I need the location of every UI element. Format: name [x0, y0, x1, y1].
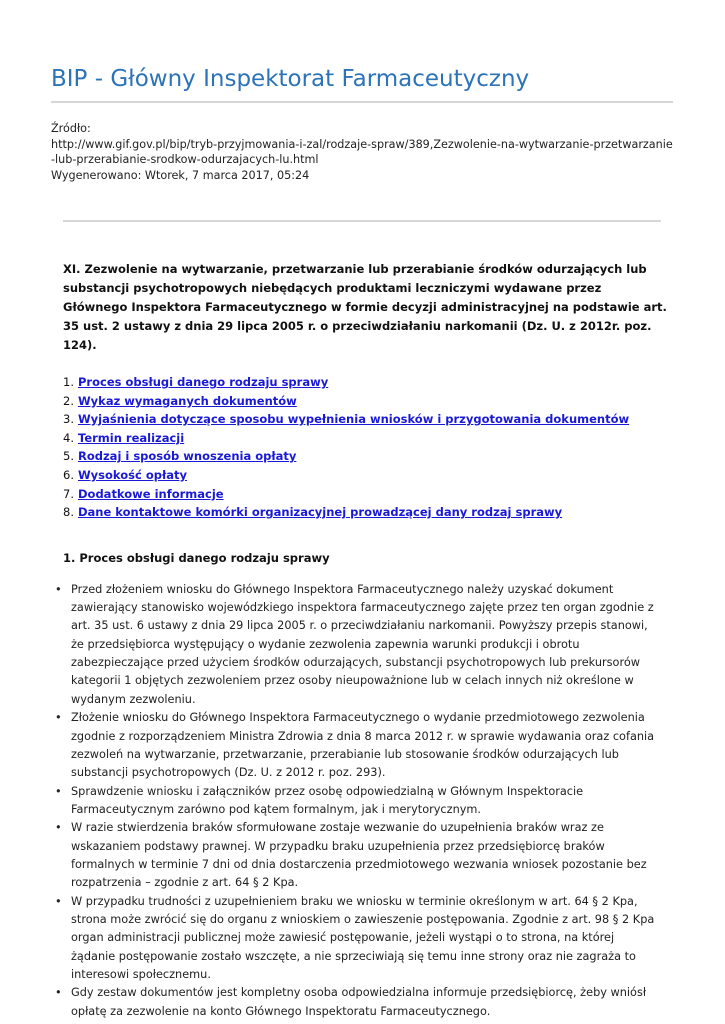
table-of-contents	[63, 373, 668, 522]
toc-number: 5.	[63, 449, 74, 464]
bullet-icon: •	[55, 894, 62, 908]
main-content	[55, 260, 668, 1021]
toc-number: 7.	[63, 486, 74, 501]
list-item	[55, 819, 660, 892]
toc-number: 1.	[63, 375, 74, 389]
toc-item	[63, 410, 668, 429]
toc-number: 8.	[63, 505, 74, 520]
site-title: BIP - Główny Inspektorat Farmaceutyczny	[51, 66, 530, 92]
toc-item	[63, 503, 668, 522]
list-item-text: W przypadku trudności z uzupełnieniem braku we wniosku w terminie określonym w art. 64 § 2 Kpa, strona może zwrócić się do organu z wnioskiem o zawieszenie postępowania. Zgodnie z art. 98 § 2 Kpa organ administracji publicznej może zawiesić postępowanie, jeżeli wystąpi o to strona, na której żądanie postępowanie zostało wszczęte, a nie sprzeciwiają się temu inne strony oraz nie zagraża to interesowi społecznemu.	[71, 894, 655, 981]
toc-link-wyjasnienia[interactable]: Wyjaśnienia dotyczące sposobu wypełnienia wniosków i przygotowania dokumentów	[78, 412, 630, 427]
list-item-text: Sprawdzenie wniosku i załączników przez osobę odpowiedzialną w Głównym Inspektoracie Farmaceutycznym zarówno pod kątem formalnym, jak i merytorycznym.	[71, 784, 584, 816]
source-label: Źródło:	[51, 122, 91, 135]
source-info	[51, 121, 676, 183]
content-divider	[63, 220, 661, 222]
list-item-text: W razie stwierdzenia braków sformułowane zostaje wezwanie do uzupełnienia braków wraz ze wskazaniem podstawy prawnej. W przypadku braku uzupełnienia przez przedsiębiorcę braków formalnych w terminie 7 dni od dnia dostarczenia przedmiotowego wezwania wniosek pozostanie bez rozpatrzenia – zgodnie z art. 64 § 2 Kpa.	[71, 821, 647, 890]
list-item-text: Przed złożeniem wniosku do Głównego Inspektora Farmaceutycznego należy uzyskać dokument zawierający stanowisko wojewódzkiego inspektora farmaceutycznego zajęte przez ten organ zgodnie z art. 35 ust. 6 ustawy z dnia 29 lipca 2005 r. o przeciwdziałaniu narkomanii. Powyższy przepis stanowi, że przedsiębiorca występujący o wydanie zezwolenia zapewnia warunki produkcji i obrotu zabezpieczające przed użyciem środków odurzających, substancji psychotropowych lub prekursorów kategorii 1 objętych zezwoleniem przez osoby nieupoważnione lub w celach innych niż określone w wydanym zezwoleniu.	[71, 582, 654, 706]
toc-link-termin-realizacji[interactable]: Termin realizacji	[78, 430, 185, 445]
toc-item	[63, 485, 668, 504]
list-item	[55, 581, 660, 709]
toc-link-dodatkowe-informacje[interactable]: Dodatkowe informacje	[78, 486, 224, 501]
list-item	[55, 709, 660, 782]
toc-number: 4.	[63, 430, 74, 445]
process-bullet-list	[55, 581, 660, 1021]
bullet-icon: •	[55, 711, 62, 725]
toc-item	[63, 447, 668, 466]
header-divider	[51, 101, 673, 103]
toc-link-dane-kontaktowe[interactable]: Dane kontaktowe komórki organizacyjnej prowadzącej dany rodzaj sprawy	[78, 505, 563, 520]
list-item	[55, 783, 660, 820]
toc-item	[63, 373, 668, 392]
bullet-icon: •	[55, 582, 62, 596]
list-item-text: Gdy zestaw dokumentów jest kompletny osoba odpowiedzialna informuje przedsiębiorcę, żeby wniósł opłatę za zezwolenie na konto Głównego Inspektoratu Farmaceutycznego.	[71, 986, 647, 1018]
bullet-icon: •	[55, 986, 62, 1000]
toc-link-rodzaj-oplaty[interactable]: Rodzaj i sposób wnoszenia opłaty	[78, 449, 297, 464]
section-heading: 1. Proces obsługi danego rodzaju sprawy	[63, 550, 330, 565]
toc-link-wykaz-dokumentow[interactable]: Wykaz wymaganych dokumentów	[78, 393, 297, 408]
toc-number: 2.	[63, 393, 74, 408]
bullet-icon: •	[55, 784, 62, 798]
toc-item	[63, 392, 668, 411]
list-item-text: Złożenie wniosku do Głównego Inspektora Farmaceutycznego o wydanie przedmiotowego zezwolenia zgodnie z rozporządzeniem Ministra Zdrowia z dnia 8 marca 2012 r. w sprawie wydawania oraz cofania zezwoleń na wytwarzanie, przetwarzanie, przerabianie lub stosowanie środków odurzających lub substancji psychotropowych (Dz. U. z 2012 r. poz. 293).	[71, 711, 655, 780]
toc-item	[63, 466, 668, 485]
toc-number: 3.	[63, 412, 74, 427]
toc-link-wysokosc-oplaty[interactable]: Wysokość opłaty	[78, 467, 187, 482]
document-heading: XI. Zezwolenie na wytwarzanie, przetwarzanie lub przerabianie środków odurzających lub substancji psychotropowych niebędących produktami leczniczymi wydawane przez Głównego Inspektora Farmaceutycznego w formie decyzji administracyjnej na podstawie art. 35 ust. 2 ustawy z dnia 29 lipca 2005 r. o przeciwdziałaniu narkomanii (Dz. U. z 2012r. poz. 124).	[63, 262, 667, 352]
list-item	[55, 893, 660, 985]
toc-number: 6.	[63, 467, 74, 482]
generated-timestamp: Wygenerowano: Wtorek, 7 marca 2017, 05:24	[51, 168, 310, 182]
toc-link-proces-obslugi[interactable]: Proces obsługi danego rodzaju sprawy	[78, 375, 329, 389]
bullet-icon: •	[55, 821, 62, 835]
source-url: http://www.gif.gov.pl/bip/tryb-przyjmowania-i-zal/rodzaje-spraw/389,Zezwolenie-na-wytwarzanie-przetwarzanie-lub-przerabianie-srodkow-odurzajacych-lu.html	[51, 137, 673, 167]
list-item	[55, 984, 660, 1021]
toc-item	[63, 429, 668, 448]
